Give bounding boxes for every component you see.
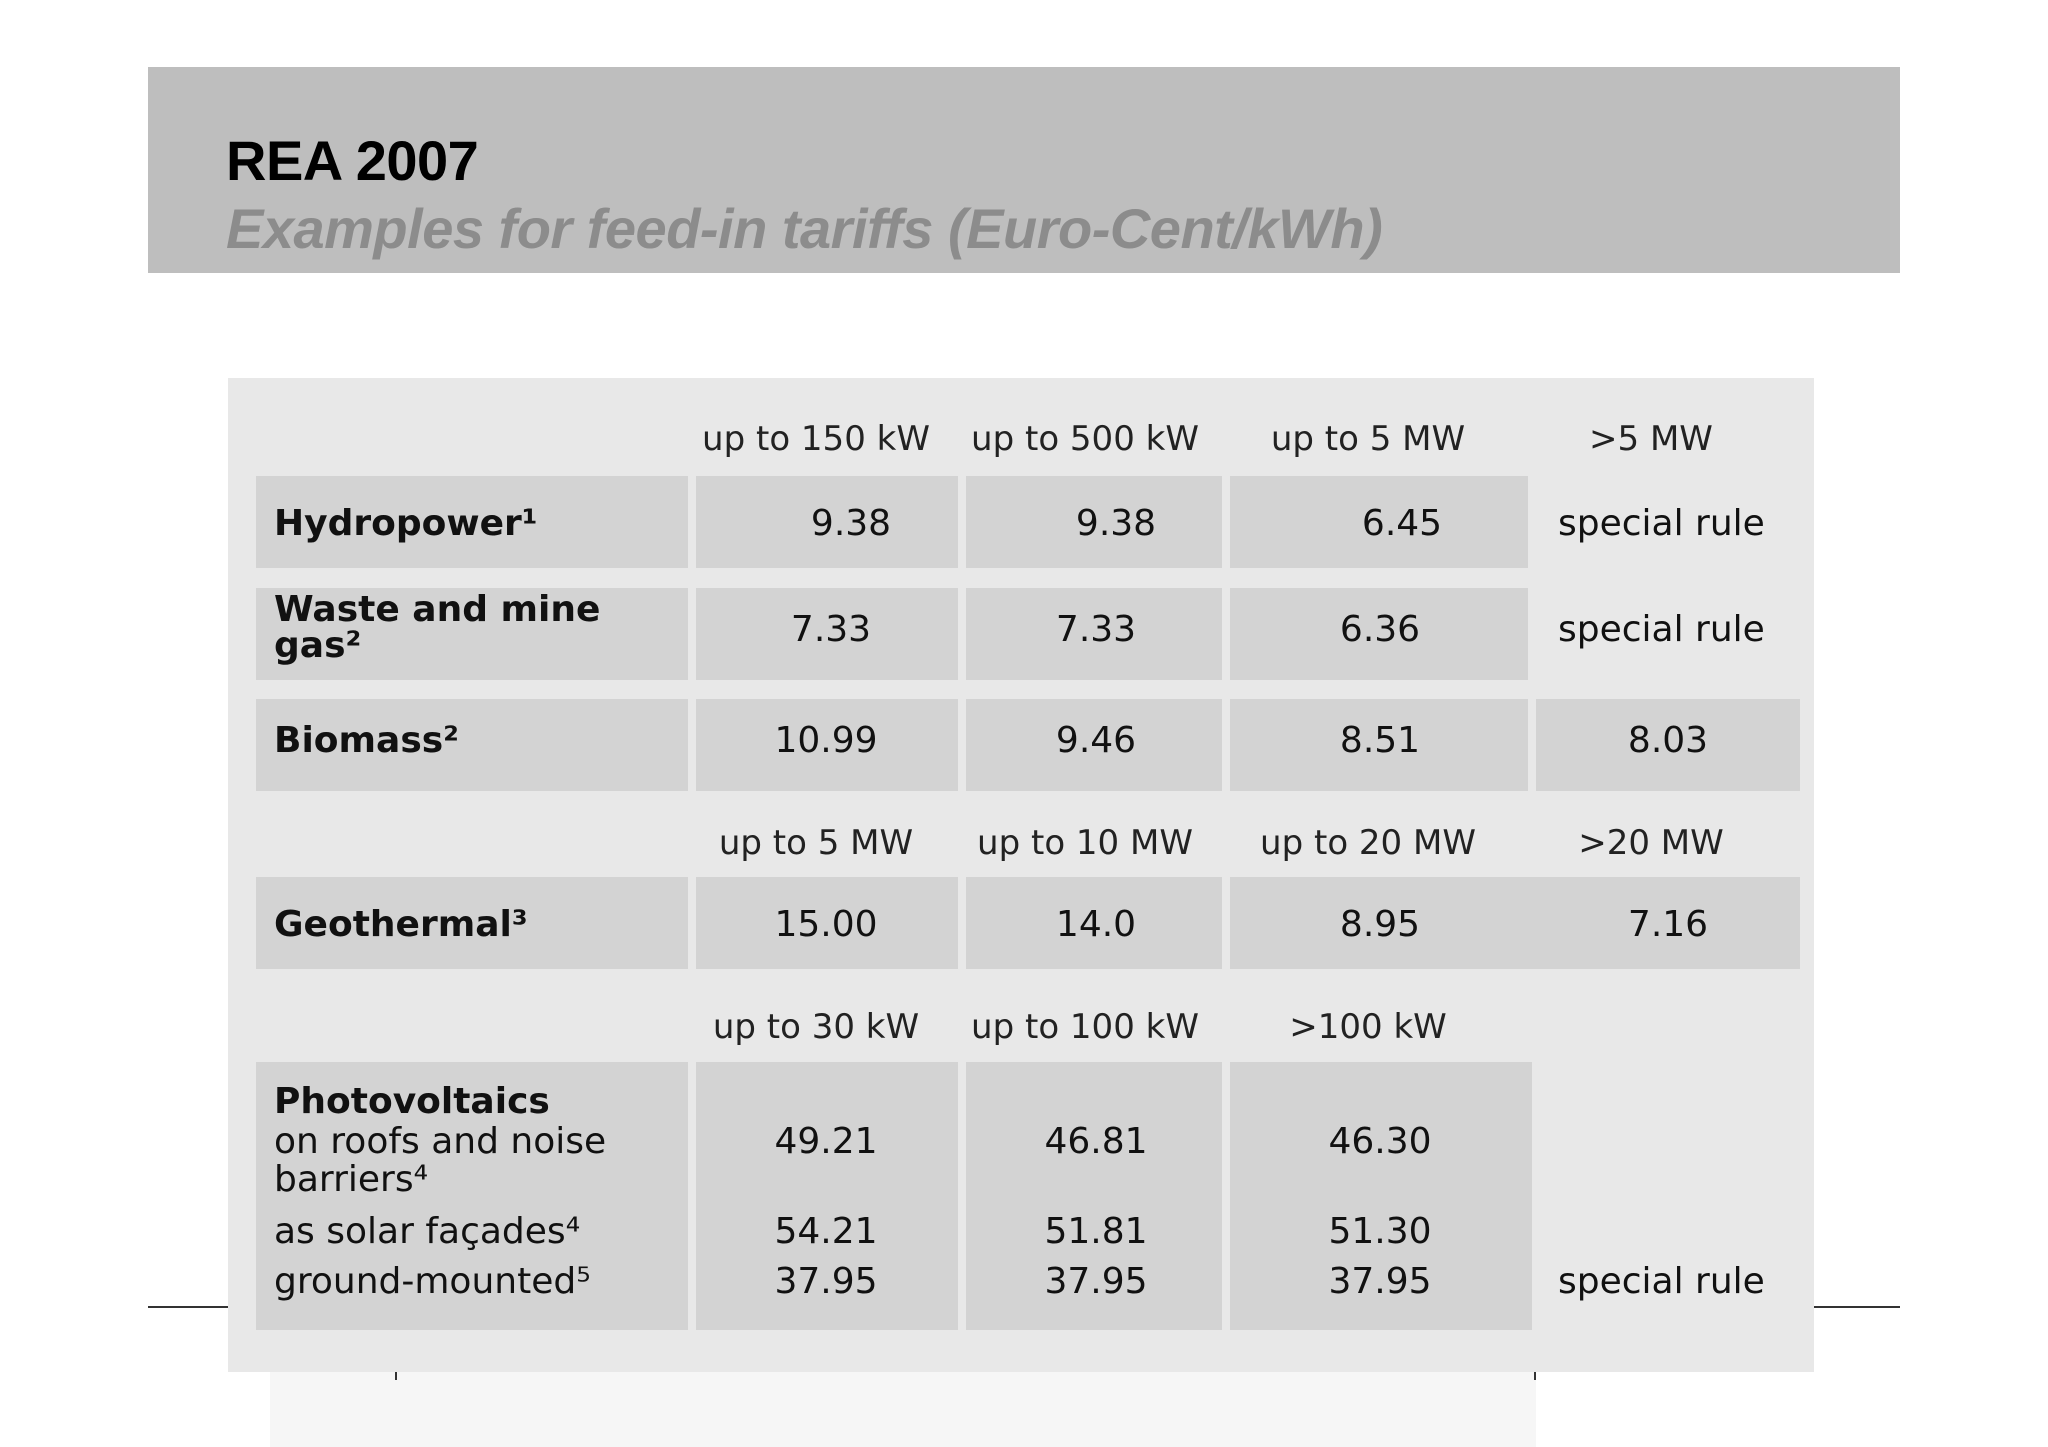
col-header: up to 10 MW [977, 823, 1193, 863]
table-cell [696, 699, 958, 791]
cell-value: 10.99 [774, 720, 878, 761]
col-header: up to 5 MW [718, 823, 914, 863]
row-label-cell [256, 1062, 688, 1330]
table-cell [966, 476, 1222, 568]
col-header: up to 150 kW [702, 419, 930, 459]
col-header: >20 MW [1578, 823, 1724, 863]
cell-value: 54.21 [774, 1211, 878, 1252]
cell-value: 37.95 [1328, 1261, 1432, 1302]
cell-value: 7.33 [790, 609, 872, 650]
table-cell [1536, 699, 1800, 791]
cell-value: 46.81 [1044, 1121, 1148, 1162]
special-rule: special rule [1558, 503, 1765, 544]
pv-roofs-label-line2: barriers⁴ [274, 1159, 429, 1200]
cell-value: 51.81 [1044, 1211, 1148, 1252]
col-header: up to 100 kW [971, 1007, 1199, 1047]
cell-value: 49.21 [774, 1121, 878, 1162]
table-cell [1230, 588, 1528, 680]
row-label-cell [256, 699, 688, 791]
pv-ground-label: ground-mounted⁵ [274, 1261, 591, 1302]
slide-title: REA 2007 [226, 129, 479, 192]
cell-value: 6.45 [1361, 503, 1443, 544]
col-header: >100 kW [1289, 1007, 1447, 1047]
special-rule: special rule [1558, 609, 1765, 650]
geothermal-label: Geothermal³ [274, 904, 528, 945]
cell-value: 37.95 [774, 1261, 878, 1302]
cell-value: 9.38 [1075, 503, 1157, 544]
biomass-label: Biomass² [274, 720, 459, 761]
cell-value: 8.03 [1627, 720, 1709, 761]
table-cell [966, 699, 1222, 791]
cell-value: 6.36 [1339, 609, 1421, 650]
col-header: up to 5 MW [1270, 419, 1466, 459]
table-cell [1230, 877, 1800, 969]
row-label-cell [256, 476, 688, 568]
cell-value: 9.46 [1055, 720, 1137, 761]
cell-value: 9.38 [810, 503, 892, 544]
waste-label-line2: gas² [274, 625, 362, 666]
col-header: up to 500 kW [971, 419, 1199, 459]
col-header: up to 30 kW [712, 1007, 920, 1047]
waste-label-line1: Waste and mine [274, 589, 601, 630]
table-cell [696, 476, 958, 568]
cell-value: 14.0 [1055, 904, 1137, 945]
tariff-table [228, 378, 1814, 1372]
table-cell [966, 588, 1222, 680]
cell-value: 8.95 [1339, 904, 1421, 945]
cell-value: 46.30 [1328, 1121, 1432, 1162]
table-cell [696, 1062, 958, 1330]
hydropower-label: Hydropower¹ [274, 503, 538, 544]
cell-value: 7.33 [1055, 609, 1137, 650]
cell-value: 7.16 [1627, 904, 1709, 945]
slide-subtitle: Examples for feed-in tariffs (Euro-Cent/kWh) [226, 197, 1383, 260]
cell-value: 37.95 [1044, 1261, 1148, 1302]
bottom-area [270, 1372, 1536, 1447]
footer-rule-right [1814, 1306, 1900, 1308]
special-rule: special rule [1558, 1261, 1765, 1302]
table-cell [966, 1062, 1222, 1330]
cell-value: 8.51 [1339, 720, 1421, 761]
pv-roofs-label-line1: on roofs and noise [274, 1121, 607, 1162]
table-cell [1230, 1062, 1532, 1330]
table-cell [696, 877, 958, 969]
pv-facades-label: as solar façades⁴ [274, 1211, 581, 1252]
footer-rule-left [148, 1306, 228, 1308]
cell-value: 51.30 [1328, 1211, 1432, 1252]
table-cell [966, 877, 1222, 969]
table-cell [1230, 699, 1528, 791]
cell-value: 15.00 [774, 904, 878, 945]
row-label-cell [256, 588, 688, 680]
col-header: up to 20 MW [1260, 823, 1476, 863]
table-cell [1230, 476, 1528, 568]
table-cell [696, 588, 958, 680]
row-label-cell [256, 877, 688, 969]
photovoltaics-label: Photovoltaics [274, 1081, 550, 1122]
col-header: >5 MW [1589, 419, 1713, 459]
